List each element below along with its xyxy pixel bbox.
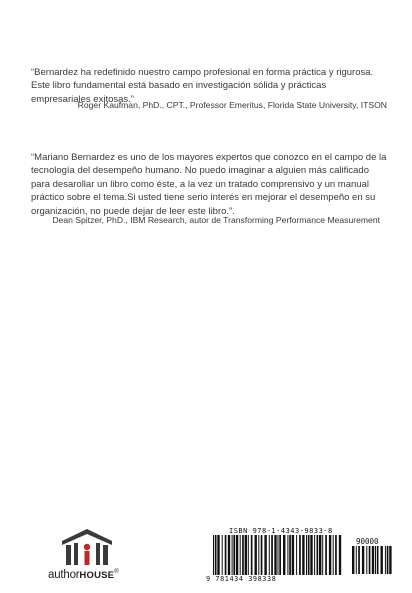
- price-code: 90000: [356, 537, 379, 546]
- quote-kaufman: “Bernardez ha redefinido nuestro campo profesional en forma práctica y rigurosa. Este libro fundamental está basado en investigación sólida y prácticas empresariales exitosas.”: [31, 66, 374, 105]
- barcode-bar: [333, 535, 334, 575]
- attribution-kaufman: Roger Kaufman, PhD., CPT., Professor Emeritus, Florida State University, ITSON: [77, 100, 387, 110]
- isbn-label: ISBN 978-1-4343-9833-8: [229, 527, 333, 535]
- barcode-bar: [228, 535, 230, 575]
- barcode-bar: [233, 535, 235, 575]
- barcode-bar: [213, 535, 214, 575]
- barcode-bar: [240, 535, 241, 575]
- barcode-bar: [274, 535, 276, 575]
- barcode-bar: [317, 535, 319, 575]
- barcode-bar: [319, 535, 321, 575]
- barcode-bar: [306, 535, 307, 575]
- barcode-bar: [248, 535, 249, 575]
- barcode-bar: [255, 535, 257, 575]
- barcode-bar: [289, 535, 291, 575]
- barcode-bar: [356, 546, 357, 574]
- barcode-bar: [308, 535, 310, 575]
- barcode-bar: [261, 535, 263, 575]
- barcode-bar: [283, 535, 285, 575]
- barcode-bar: [314, 535, 315, 575]
- barcode-bar: [271, 535, 273, 575]
- barcode-bar: [366, 546, 367, 574]
- barcode-bar: [322, 535, 323, 575]
- barcode-bar: [310, 535, 312, 575]
- barcode-bar: [236, 535, 238, 575]
- barcode-bar: [217, 535, 219, 575]
- barcode-bar: [264, 535, 266, 575]
- barcode-bar: [215, 535, 217, 575]
- price-barcode: [352, 546, 392, 574]
- barcode-bar: [375, 546, 376, 574]
- barcode-bar: [329, 535, 331, 575]
- barcode-bar: [385, 546, 386, 574]
- barcode-bar: [369, 546, 371, 574]
- barcode-bar: [302, 535, 304, 575]
- barcode-bar: [299, 535, 301, 575]
- publisher-brand: [48, 569, 119, 581]
- barcode-bar: [352, 546, 354, 574]
- barcode-bar: [245, 535, 247, 575]
- barcode-bar: [296, 535, 297, 575]
- barcode-bar: [387, 546, 389, 574]
- brand-house: HOUSE: [79, 570, 115, 581]
- barcode-bar: [232, 535, 233, 575]
- barcode-bar: [389, 546, 391, 574]
- barcode-bar: [372, 546, 374, 574]
- barcode-bar: [339, 535, 341, 575]
- ean-digits: 9 781434 398338: [206, 575, 277, 583]
- barcode-bar: [251, 535, 253, 575]
- barcode-bar: [381, 546, 383, 574]
- barcode-bar: [242, 535, 244, 575]
- ean-barcode: [213, 535, 345, 575]
- brand-registered: ®: [114, 569, 119, 575]
- house-logo-icon: [58, 527, 116, 567]
- attribution-spitzer: Dean Spitzer, PhD., IBM Research, autor de Transforming Performance Measurement: [52, 215, 380, 225]
- barcode-bar: [279, 535, 281, 575]
- barcode-bar: [269, 535, 270, 575]
- barcode-bar: [278, 535, 279, 575]
- barcode-bar: [358, 546, 360, 574]
- quote-spitzer: “Mariano Bernardez es uno de los mayores expertos que conozco en el campo de la tecnología del desempeño humano. No puedo imaginar a alguien más calificado para desarollar un libro como éste, a la vez un tratado comprensivo y un manual práctico sobre el tema.Si usted tiene serio interés en mejorar el desempeño en su organización, no puede dejar de leer este libro.”.: [31, 151, 387, 217]
- barcode-bar: [258, 535, 259, 575]
- barcode-bar: [292, 535, 294, 575]
- barcode-bar: [222, 535, 223, 575]
- barcode-bar: [225, 535, 227, 575]
- barcode-bar: [377, 546, 379, 574]
- barcode-bar: [287, 535, 288, 575]
- brand-author: author: [48, 569, 80, 581]
- barcode-bar: [325, 535, 327, 575]
- barcode-bar: [362, 546, 364, 574]
- barcode-bar: [335, 535, 337, 575]
